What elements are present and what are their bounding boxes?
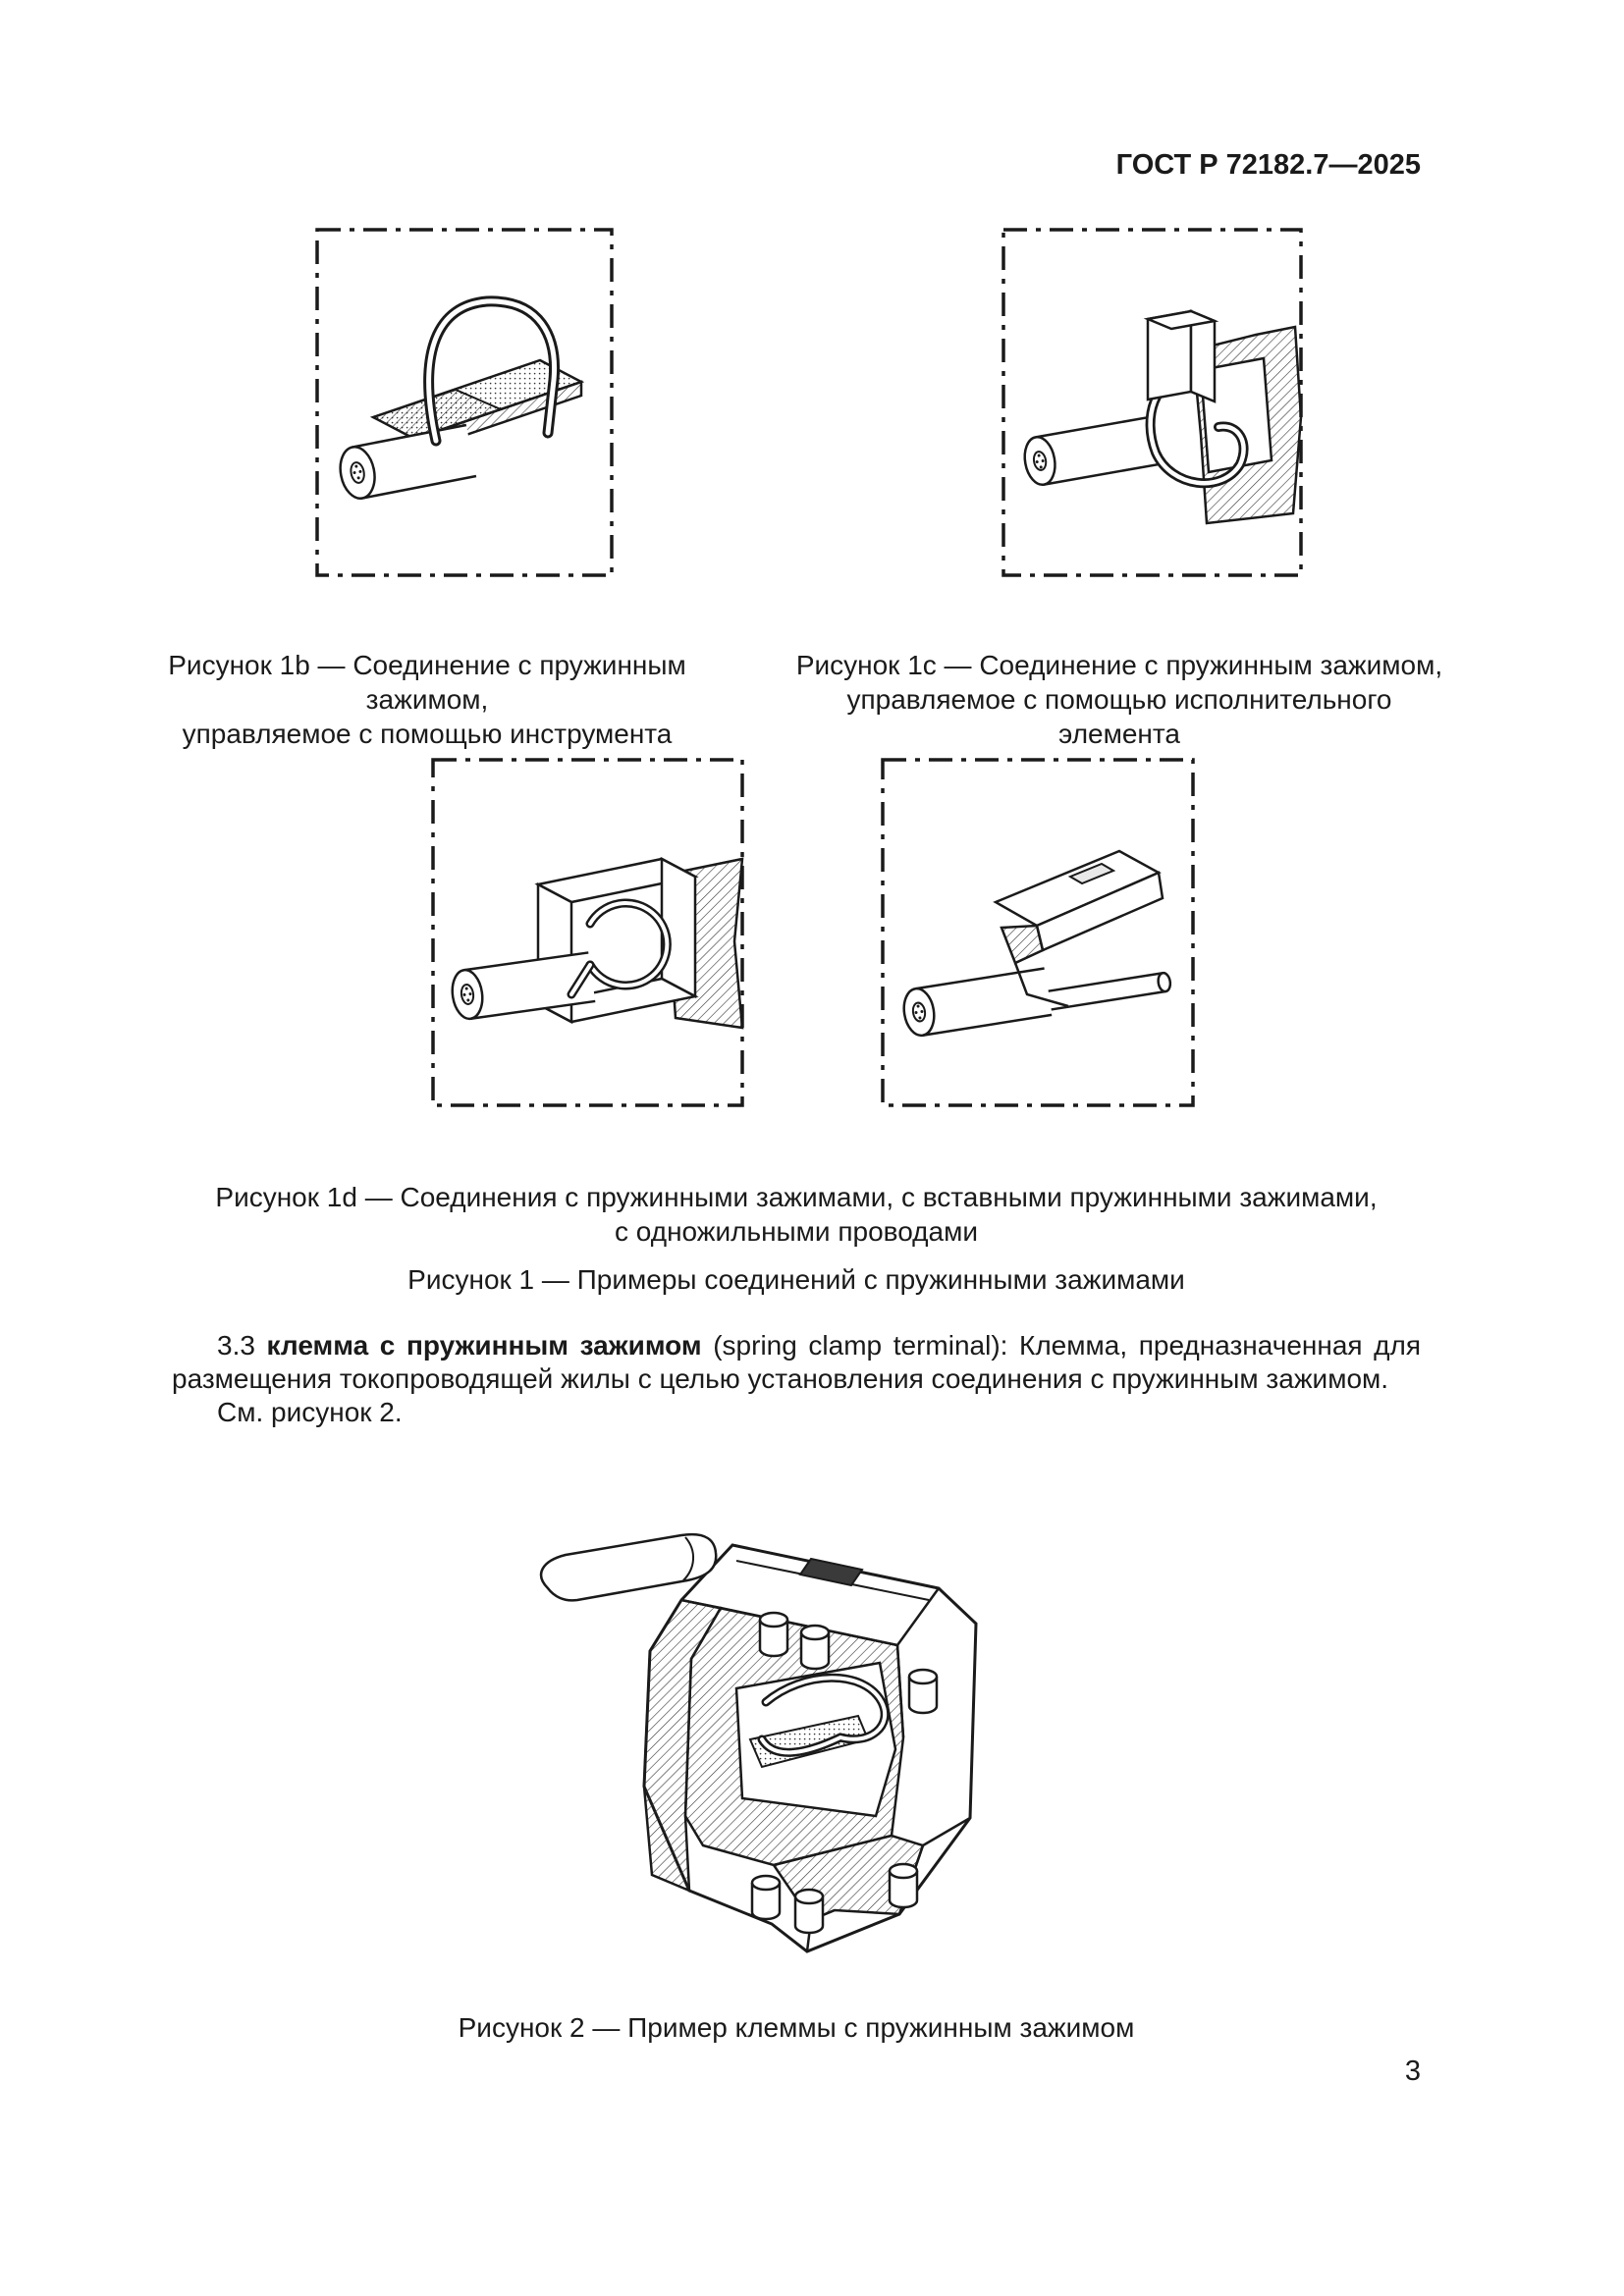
bare-conductor (1049, 972, 1171, 1009)
figure-2 (479, 1492, 1016, 1971)
figure-1d-left (428, 755, 747, 1110)
clause-number: 3.3 (217, 1330, 267, 1361)
wire (900, 968, 1052, 1038)
figure-1d-right-illustration (878, 755, 1198, 1110)
defined-term: клемма с пружинным зажимом (266, 1330, 702, 1361)
figure-1b-caption (108, 648, 746, 751)
figure-1c (999, 225, 1306, 580)
wire (336, 425, 476, 502)
definition-text: (spring clamp terminal): Клемма, предназначенная для размещения токопроводящей жилы с целью установления соединения с пружинным зажимом. (172, 1330, 1422, 1394)
figure-1c-caption-line1: Рисунок 1c — Соединение с пружинным зажимом, (795, 650, 1443, 680)
figure-1c-illustration (999, 225, 1306, 580)
clamp-cavity (736, 1663, 895, 1816)
figure-2-illustration (479, 1492, 1016, 1971)
page-number: 3 (1404, 2056, 1421, 2087)
figure-1b-illustration (312, 225, 617, 580)
wire (1021, 416, 1162, 487)
section-3-3 (172, 1329, 1421, 1429)
figure-1b-caption-line2: управляемое с помощью инструмента (182, 719, 673, 749)
figure-1b (312, 225, 617, 580)
figure-1d-right (878, 755, 1198, 1110)
see-reference: См. рисунок 2. (217, 1397, 403, 1427)
figure-1d-caption (172, 1180, 1421, 1249)
figure-2-caption: Рисунок 2 — Пример клеммы с пружинным зажимом (458, 2012, 1135, 2043)
actuator-element (1148, 311, 1215, 401)
figure-1d-caption-line2: с одножильными проводами (615, 1216, 978, 1247)
definition-3-3 (172, 1329, 1421, 1396)
figure-1b-caption-line1: Рисунок 1b — Соединение с пружинным зажимом, (168, 650, 686, 715)
figure-1d-caption-line1: Рисунок 1d — Соединения с пружинными зажимами, с вставными пружинными зажимами, (215, 1182, 1378, 1212)
figure-1c-caption-line2: управляемое с помощью исполнительного элемента (846, 684, 1392, 749)
figure-1c-caption (795, 648, 1443, 751)
figure-1-caption: Рисунок 1 — Примеры соединений с пружинными зажимами (407, 1264, 1185, 1295)
figure-1d-left-illustration (428, 755, 747, 1110)
doc-number-header: ГОСТ Р 72182.7—2025 (1115, 149, 1421, 181)
